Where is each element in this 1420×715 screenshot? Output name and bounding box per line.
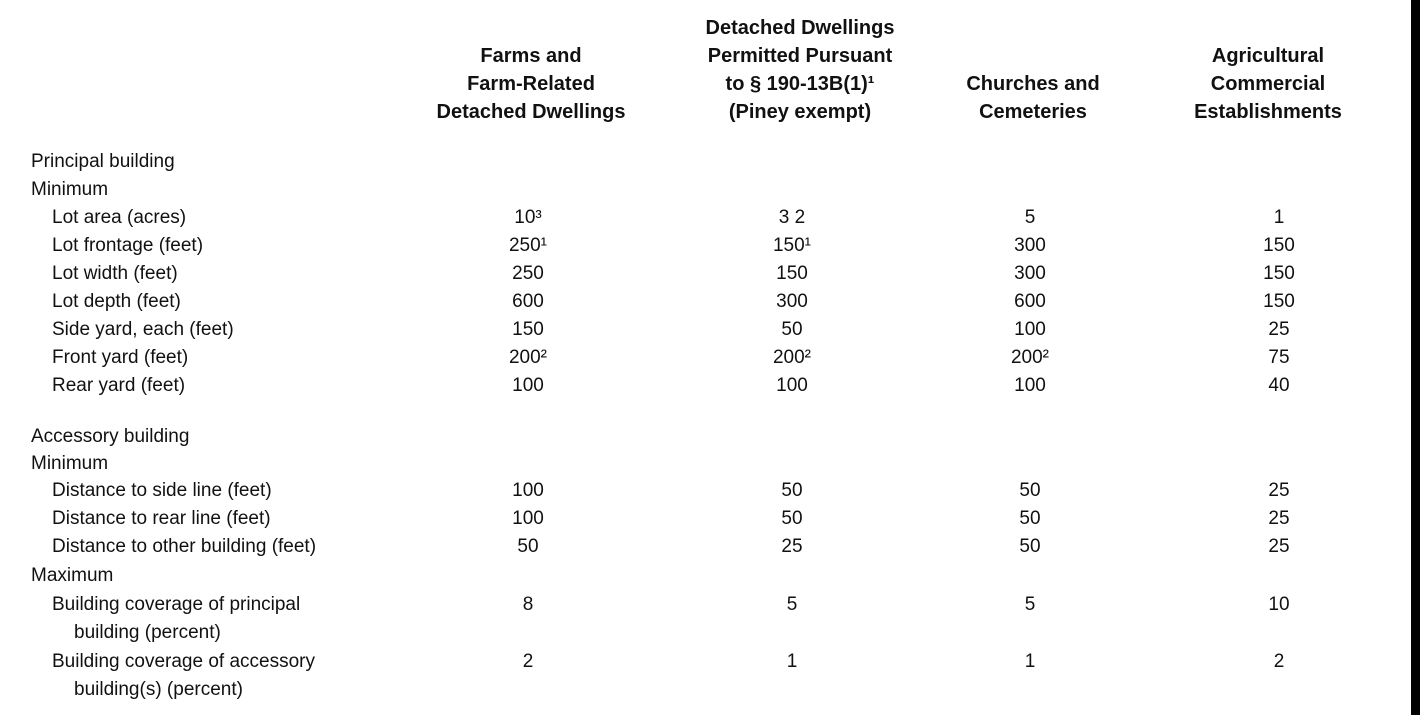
table-cell: 10: [1268, 594, 1290, 615]
row-label: Front yard (feet): [52, 347, 189, 368]
row-label: Lot frontage (feet): [52, 235, 204, 256]
header-line: Permitted Pursuant: [707, 45, 893, 67]
table-cell: 25: [1268, 480, 1290, 501]
table-cell: 25: [1268, 536, 1290, 557]
table-cell: 50: [781, 319, 803, 340]
row-label: Building coverage of principal: [52, 594, 301, 615]
column-header-agricultural: [1180, 42, 1356, 126]
column-header-churches: [950, 70, 1116, 126]
header-line: (Piney exempt): [728, 101, 872, 123]
row-label: Side yard, each (feet): [52, 319, 234, 340]
table-cell: 600: [1014, 291, 1046, 312]
row-label: Distance to rear line (feet): [52, 508, 271, 529]
table-cell: 50: [1019, 480, 1041, 501]
table-cell: 300: [776, 291, 808, 312]
header-line: Cemeteries: [979, 101, 1087, 123]
row-label: Lot area (acres): [52, 207, 187, 228]
row-label: Distance to other building (feet): [52, 536, 317, 557]
scan-edge-bar: [1411, 0, 1420, 715]
table-cell: 40: [1268, 375, 1290, 396]
table-cell: 150: [1263, 263, 1295, 284]
row-label-continuation: building(s) (percent): [74, 679, 243, 700]
section-subtitle-maximum: Maximum: [31, 565, 114, 586]
row-label: Building coverage of accessory: [52, 651, 315, 672]
table-cell: 150: [512, 319, 544, 340]
table-cell: 300: [1014, 263, 1046, 284]
header-line: Detached Dwellings: [436, 101, 626, 123]
table-cell: 2: [1273, 651, 1285, 672]
table-cell: 75: [1268, 347, 1290, 368]
table-cell: 50: [1019, 536, 1041, 557]
table-cell: 100: [512, 480, 544, 501]
table-cell: 5: [1024, 594, 1036, 615]
section-subtitle-minimum: Minimum: [31, 453, 109, 474]
table-cell: 2: [522, 651, 534, 672]
header-line: Farms and: [480, 45, 582, 67]
table-cell: 10³: [514, 207, 542, 228]
table-cell: 25: [781, 536, 803, 557]
table-cell: 5: [1024, 207, 1036, 228]
table-cell: 1: [786, 651, 798, 672]
table-cell: 200²: [772, 347, 812, 368]
table-cell: 300: [1014, 235, 1046, 256]
table-cell: 150: [1263, 291, 1295, 312]
table-cell: 600: [512, 291, 544, 312]
table-cell: 1: [1273, 207, 1285, 228]
table-cell: 50: [517, 536, 539, 557]
header-line: Agricultural: [1211, 45, 1325, 67]
column-header-detached-dwellings: [680, 14, 920, 126]
table-cell: 100: [776, 375, 808, 396]
table-cell: 200²: [508, 347, 548, 368]
header-line: Commercial: [1210, 73, 1326, 95]
table-cell: 8: [522, 594, 534, 615]
table-cell: 200²: [1010, 347, 1050, 368]
table-cell: 5: [786, 594, 798, 615]
row-label: Lot width (feet): [52, 263, 178, 284]
table-cell: 50: [781, 480, 803, 501]
row-label-continuation: building (percent): [74, 622, 221, 643]
section-title-principal: Principal building: [31, 151, 175, 172]
table-cell: 250¹: [508, 235, 548, 256]
section-subtitle-minimum: Minimum: [31, 179, 109, 200]
table-cell: 50: [781, 508, 803, 529]
header-line: Establishments: [1194, 101, 1342, 123]
header-line: Churches and: [966, 73, 1100, 95]
table-cell: 100: [1014, 319, 1046, 340]
table-cell: 100: [1014, 375, 1046, 396]
row-label: Distance to side line (feet): [52, 480, 272, 501]
header-line: Detached Dwellings: [705, 17, 895, 39]
table-cell: 1: [1024, 651, 1036, 672]
row-label: Lot depth (feet): [52, 291, 181, 312]
table-cell: 100: [512, 375, 544, 396]
table-cell: 25: [1268, 508, 1290, 529]
table-cell: 150: [1263, 235, 1295, 256]
row-label: Rear yard (feet): [52, 375, 186, 396]
table-cell: 150¹: [772, 235, 812, 256]
table-cell: 25: [1268, 319, 1290, 340]
header-line: Farm-Related: [467, 73, 595, 95]
table-cell: 3 2: [778, 207, 806, 228]
table-cell: 50: [1019, 508, 1041, 529]
header-line: to § 190-13B(1)¹: [725, 73, 875, 95]
table-cell: 150: [776, 263, 808, 284]
table-cell: 250: [512, 263, 544, 284]
column-header-farms: [420, 42, 642, 126]
table-cell: 100: [512, 508, 544, 529]
section-title-accessory: Accessory building: [31, 426, 190, 447]
